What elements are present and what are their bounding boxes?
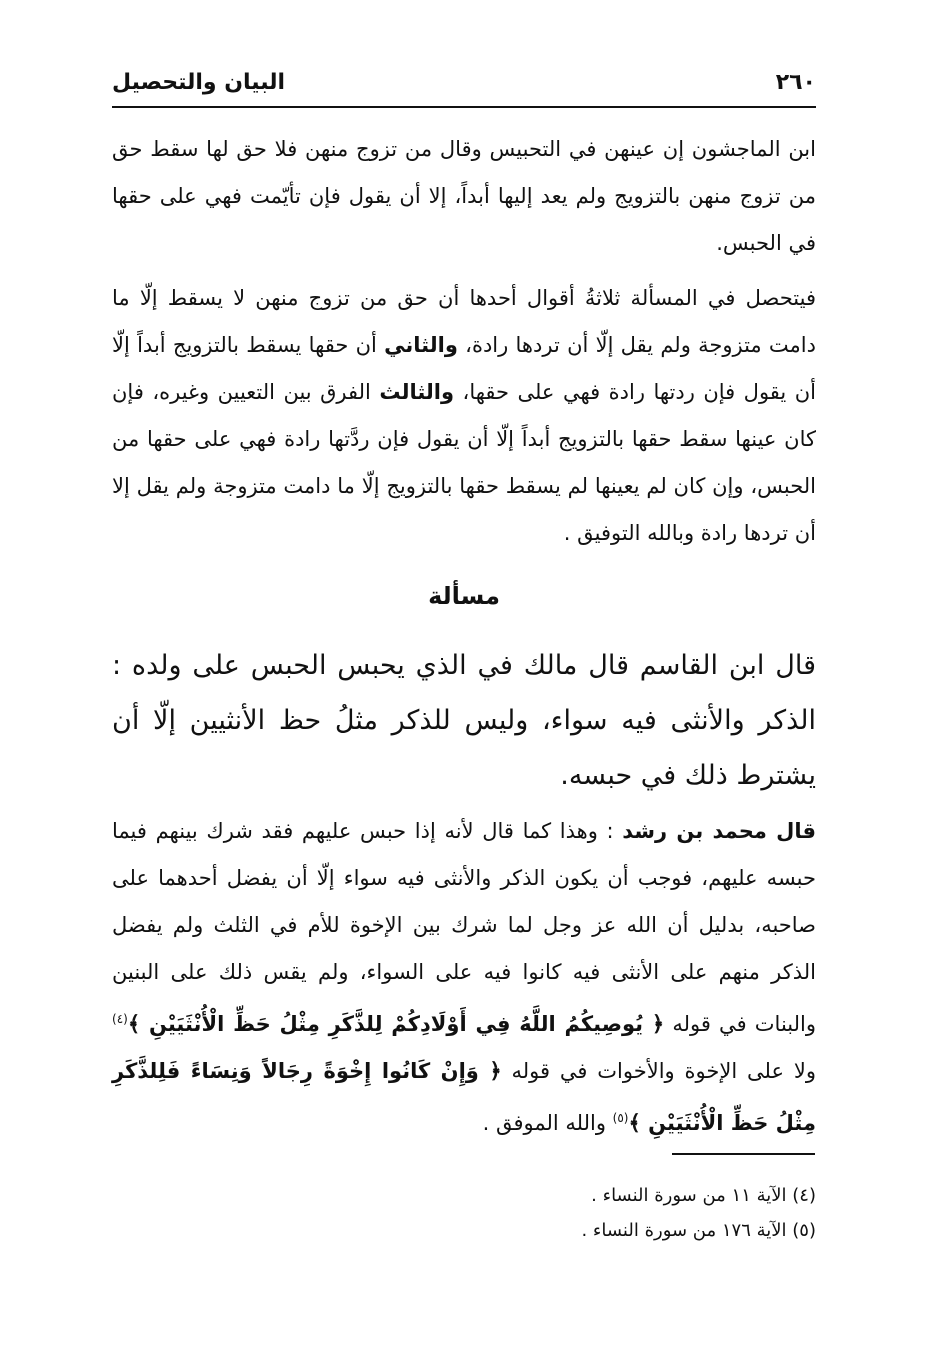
quran-verse-2: ﴿ وَإِنْ كَانُوا إِخْوَةً رِجَالاً وَنِسَاءً فَلِلذَّكَرِ مِثْلُ حَظِّ الْأُنْثَيَيْنِ ﴾ [112, 1059, 816, 1135]
footnote-ref-5: (٥) [612, 1111, 629, 1125]
page-number: ٢٦٠ [775, 70, 816, 95]
paragraph-2-text-b: أن حقها يسقط بالتزويج أبداً إلّا أن يقول فإن ردتها رادة فهي على حقها، [112, 333, 816, 404]
paragraph-4-text-b: ولا على الإخوة والأخوات في قوله [501, 1059, 816, 1083]
paragraph-2 [112, 275, 816, 557]
quran-verse-1: ﴿ يُوصِيكُمُ اللَّهُ فِي أَوْلَادِكُمْ لِلذَّكَرِ مِثْلُ حَظِّ الْأُنْثَيَيْنِ ﴾ [127, 1012, 665, 1036]
speaker-label: قال محمد بن رشد [622, 819, 816, 843]
section-heading: مسألة [428, 582, 500, 610]
second-opinion-label: والثاني [384, 333, 458, 357]
paragraph-3-text: قال ابن القاسم قال مالك في الذي يحبس الحبس على ولده : الذكر والأنثى فيه سواء، وليس للذكر مثلُ حظ الأنثيين إلّا أن يشترط ذلك في حبسه. [112, 650, 816, 791]
paragraph-4-text-a: : وهذا كما قال لأنه إذا حبس عليهم فقد شرك بينهم فيما حبسه عليهم، فوجب أن يكون الذكر والأنثى فيه سواء إلّا أن يفضل أحدهما على صاحبه، بدليل أن الله عز وجل لما شرك بين الإخوة للأم في الثلث ولم يفضل الذكر منهم على الأنثى فيه كانوا فيه على السواء، ولم يقس ذلك على البنين والبنات في قوله [112, 819, 816, 1036]
footnote-5: (٥) الآية ١٧٦ من سورة النساء . [581, 1220, 816, 1241]
paragraph-4 [112, 808, 816, 1147]
paragraph-2-text-c: الفرق بين التعيين وغيره، فإن كان عينها سقط حقها بالتزويج أبداً إلّا أن يقول فإن ردَّتها رادة فهي على حقها من الحبس، وإن كان لم يعينها لم يسقط حقها بالتزويج إلّا ما دامت متزوجة ولم يقل إلا أن تردها رادة وبالله التوفيق . [112, 380, 816, 545]
footnotes [112, 1178, 816, 1248]
footnote-divider [672, 1153, 815, 1155]
paragraph-1-text: ابن الماجشون إن عينهن في التحبيس وقال من تزوج منهن فلا حق لها سقط حق من تزوج منهن بالتزويج ولم يعد إليها أبداً، إلا أن يقول فإن تأيّمت فهي على حقها في الحبس. [112, 137, 816, 255]
footnote-4: (٤) الآية ١١ من سورة النساء . [591, 1185, 816, 1206]
page-header [112, 66, 816, 108]
paragraph-2-text-a: فيتحصل في المسألة ثلاثةُ أقوال أحدها أن حق من تزوج منهن لا يسقط إلّا ما دامت متزوجة ولم يقل إلّا أن تردها رادة، [112, 286, 816, 357]
paragraph-1 [112, 126, 816, 267]
paragraph-3 [112, 638, 816, 803]
third-opinion-label: والثالث [379, 380, 455, 404]
footnote-ref-4: (٤) [112, 1012, 128, 1026]
running-title: البيان والتحصيل [112, 70, 286, 95]
paragraph-4-text-c: والله الموفق . [482, 1111, 613, 1135]
